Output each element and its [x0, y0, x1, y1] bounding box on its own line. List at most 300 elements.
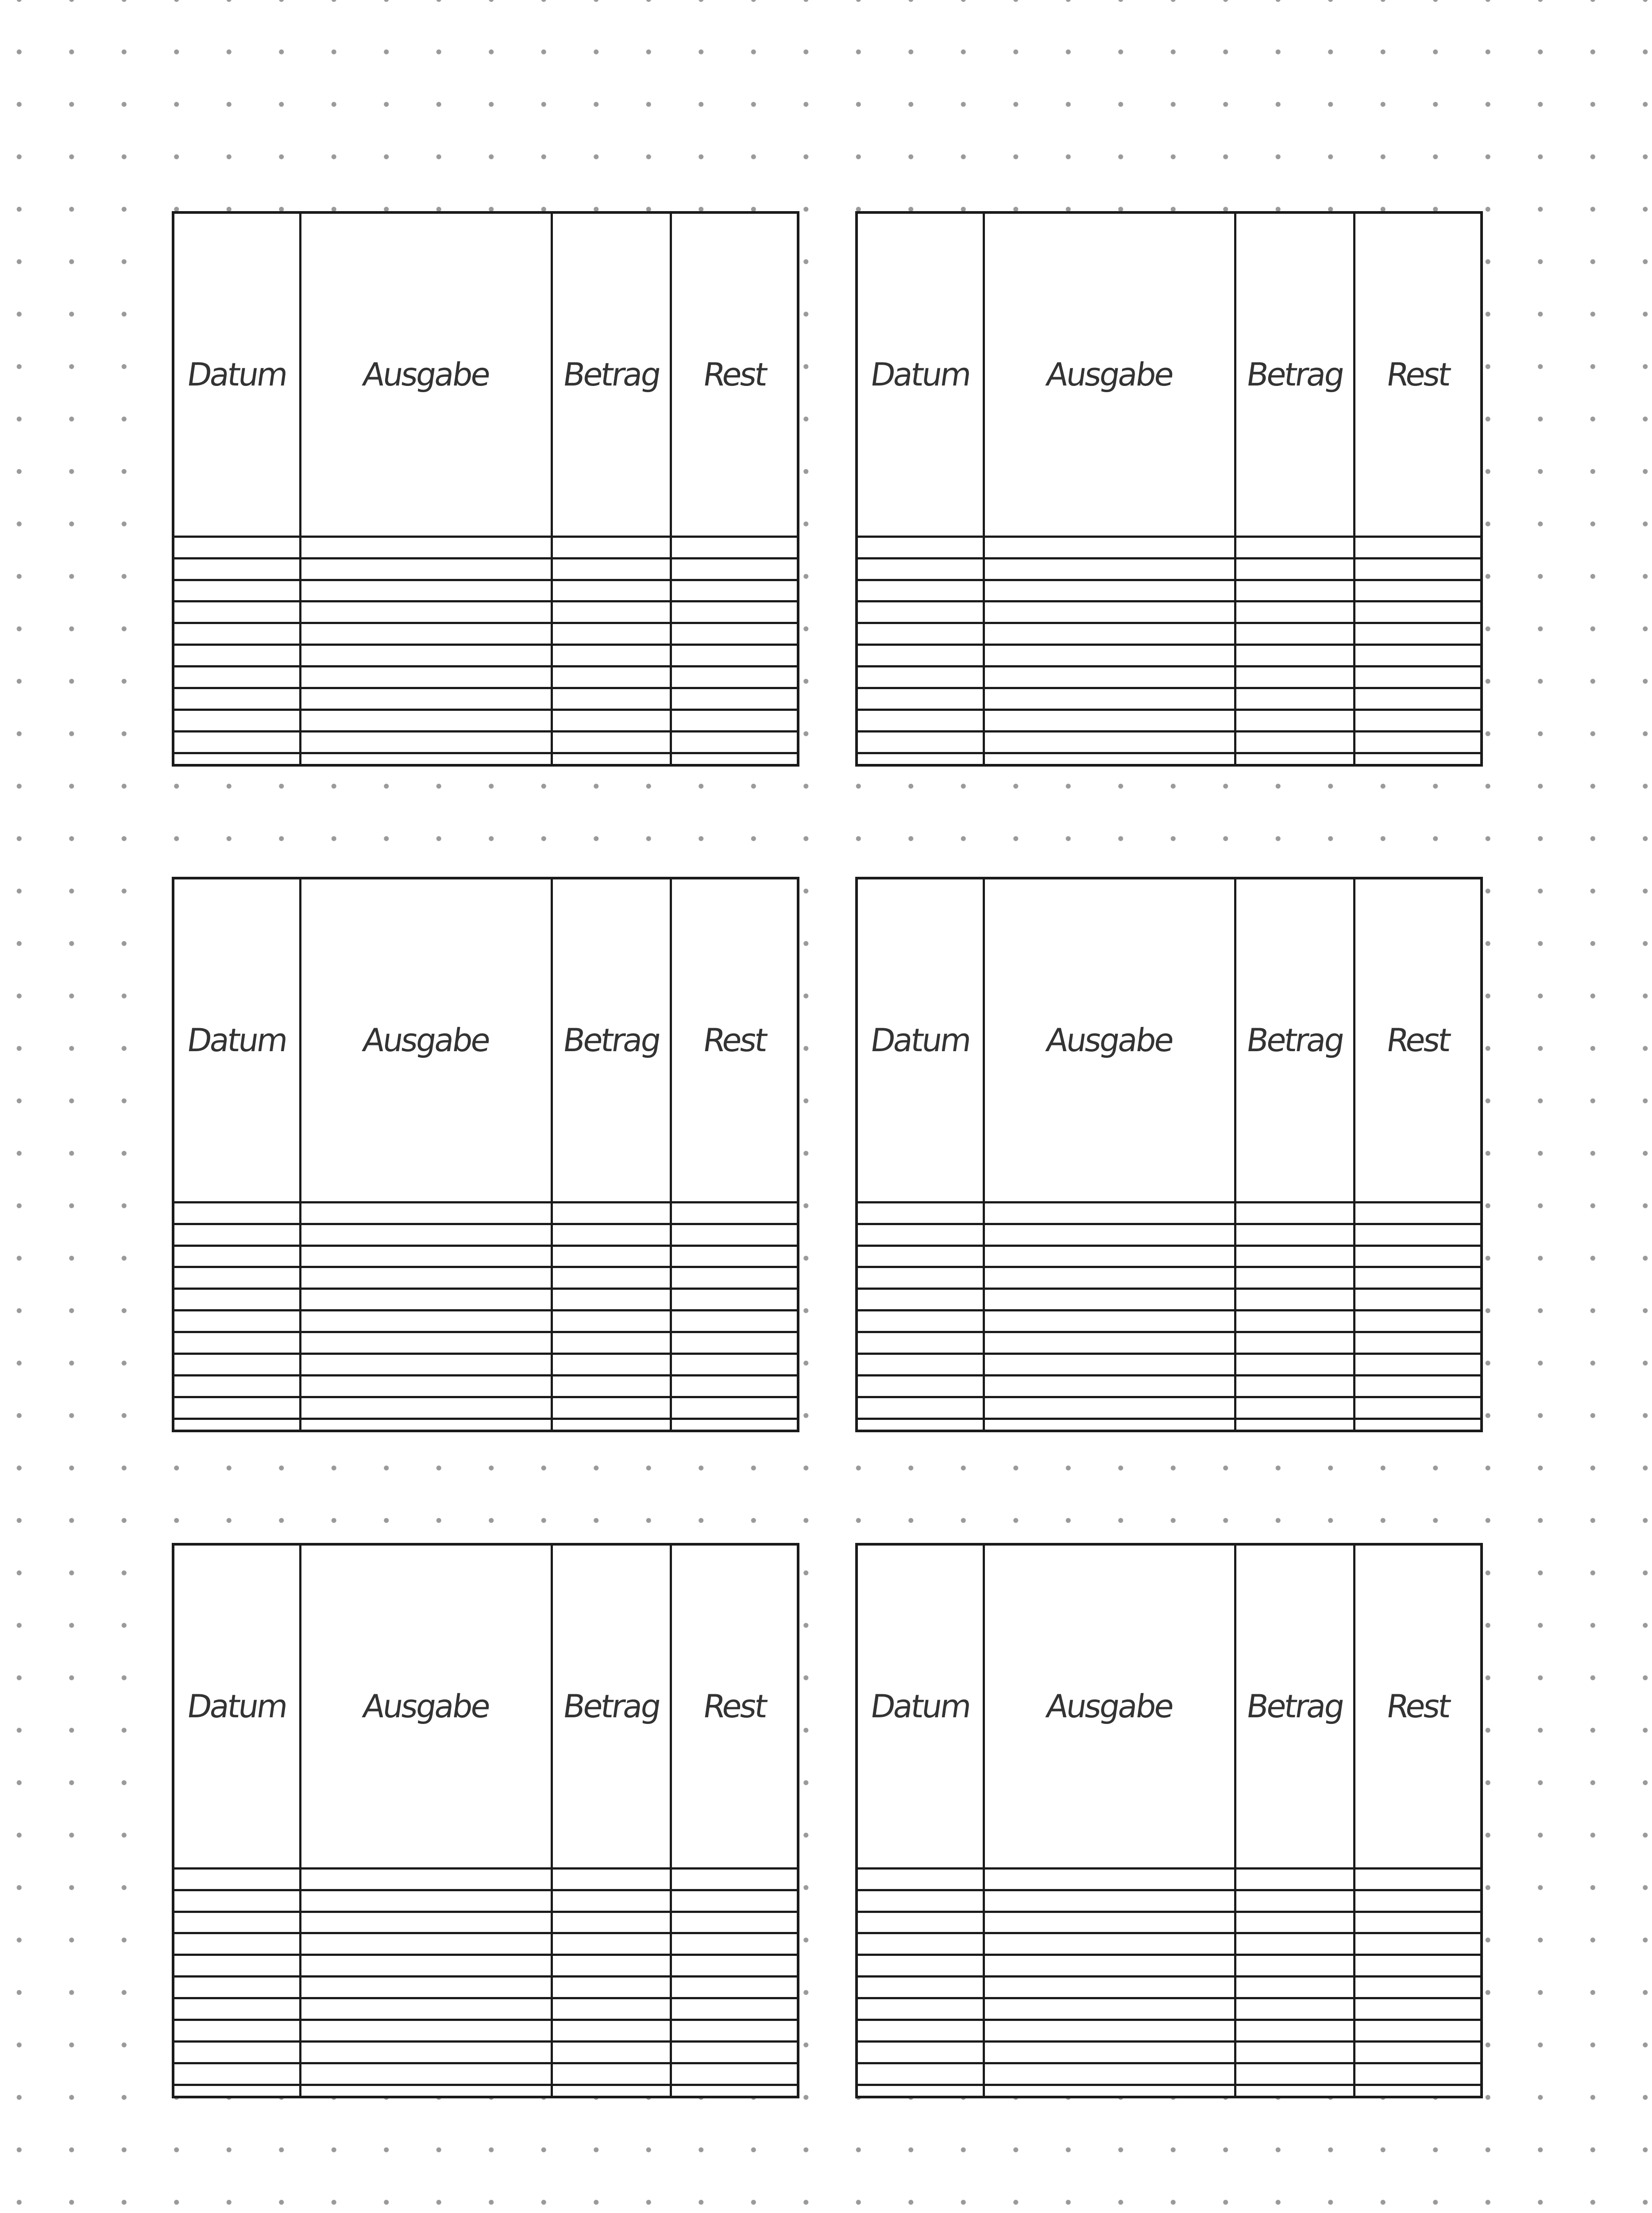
cell-betrag [552, 1890, 671, 1912]
cell-ausgabe [300, 1933, 552, 1955]
ledger-table [858, 879, 1480, 1430]
cell-ausgabe [300, 645, 552, 667]
cell-betrag [1235, 2085, 1355, 2096]
ledger-row [174, 1955, 797, 1977]
cell-ausgabe [984, 1419, 1235, 1430]
cell-betrag [552, 710, 671, 732]
cell-datum [174, 1912, 300, 1933]
header-row [858, 1546, 1480, 1868]
ledger-table [858, 1546, 1480, 2096]
cell-betrag [552, 688, 671, 710]
cell-ausgabe [984, 1912, 1235, 1933]
ledger-row [174, 2042, 797, 2063]
cell-datum [858, 645, 984, 667]
ledger-row [858, 710, 1480, 732]
cell-rest [671, 645, 797, 667]
cell-datum [858, 1267, 984, 1289]
cell-betrag [552, 623, 671, 645]
cell-rest [1355, 558, 1480, 580]
cell-betrag [552, 536, 671, 558]
ledger-row [858, 1955, 1480, 1977]
ledger-row [174, 1933, 797, 1955]
cell-betrag [552, 2063, 671, 2085]
ledger-row [858, 601, 1480, 623]
cell-ausgabe [984, 753, 1235, 764]
ledger-row [858, 2042, 1480, 2063]
cell-datum [858, 1955, 984, 1977]
cell-rest [671, 558, 797, 580]
cell-rest [671, 2042, 797, 2063]
cell-ausgabe [300, 2063, 552, 2085]
cell-datum [174, 667, 300, 688]
cell-ausgabe [984, 601, 1235, 623]
header-row [174, 1546, 797, 1868]
cell-ausgabe [984, 710, 1235, 732]
cell-ausgabe [300, 2042, 552, 2063]
header-ausgabe: Ausgabe [278, 1546, 575, 1868]
cell-ausgabe [984, 536, 1235, 558]
cell-ausgabe [300, 1354, 552, 1376]
ledger-row [174, 1977, 797, 1998]
cell-rest [671, 753, 797, 764]
cell-betrag [1235, 558, 1355, 580]
ledger-row [174, 710, 797, 732]
header-betrag: Betrag [1212, 879, 1377, 1202]
cell-rest [671, 1912, 797, 1933]
expense-ledger-5 [172, 1543, 799, 2098]
ledger-row [174, 1376, 797, 1397]
cell-ausgabe [300, 1224, 552, 1245]
cell-ausgabe [984, 2063, 1235, 2085]
cell-betrag [1235, 710, 1355, 732]
cell-betrag [1235, 1332, 1355, 1354]
cell-datum [858, 580, 984, 601]
cell-datum [174, 1202, 300, 1224]
cell-ausgabe [984, 1224, 1235, 1245]
ledger-row [174, 1224, 797, 1245]
cell-ausgabe [984, 1311, 1235, 1332]
cell-rest [1355, 1998, 1480, 2020]
ledger-row [174, 645, 797, 667]
ledger-row [174, 601, 797, 623]
ledger-row [174, 1202, 797, 1224]
cell-betrag [552, 1955, 671, 1977]
ledger-row [174, 1998, 797, 2020]
cell-betrag [552, 753, 671, 764]
ledger-row [858, 1267, 1480, 1289]
ledger-row [174, 1332, 797, 1354]
cell-ausgabe [300, 710, 552, 732]
header-datum: Datum [835, 214, 1006, 536]
cell-betrag [1235, 623, 1355, 645]
cell-datum [858, 753, 984, 764]
expense-ledger-2 [855, 211, 1483, 767]
cell-betrag [1235, 1890, 1355, 1912]
cell-datum [858, 1311, 984, 1332]
cell-rest [671, 1311, 797, 1332]
cell-ausgabe [300, 1202, 552, 1224]
cell-rest [1355, 2020, 1480, 2042]
ledger-row [174, 558, 797, 580]
ledger-row [858, 2085, 1480, 2096]
cell-betrag [1235, 731, 1355, 753]
cell-ausgabe [984, 1955, 1235, 1977]
cell-ausgabe [300, 1977, 552, 1998]
cell-betrag [552, 1397, 671, 1419]
header-row [858, 879, 1480, 1202]
cell-betrag [1235, 1998, 1355, 2020]
cell-rest [1355, 1933, 1480, 1955]
cell-ausgabe [300, 1868, 552, 1890]
ledger-row [174, 623, 797, 645]
cell-betrag [1235, 1397, 1355, 1419]
cell-ausgabe [984, 1977, 1235, 1998]
cell-datum [858, 1376, 984, 1397]
cell-betrag [552, 1332, 671, 1354]
header-row [174, 214, 797, 536]
ledger-body [858, 214, 1480, 764]
header-ausgabe: Ausgabe [278, 214, 575, 536]
cell-ausgabe [984, 1267, 1235, 1289]
cell-datum [858, 2042, 984, 2063]
cell-datum [858, 1933, 984, 1955]
cell-ausgabe [984, 1933, 1235, 1955]
cell-betrag [552, 2085, 671, 2096]
expense-ledger-1 [172, 211, 799, 767]
cell-rest [1355, 1955, 1480, 1977]
cell-ausgabe [300, 688, 552, 710]
cell-rest [1355, 1977, 1480, 1998]
cell-datum [174, 710, 300, 732]
ledger-row [858, 1311, 1480, 1332]
cell-rest [671, 1933, 797, 1955]
cell-rest [1355, 1397, 1480, 1419]
cell-datum [174, 1955, 300, 1977]
cell-rest [671, 1419, 797, 1430]
ledger-body [858, 879, 1480, 1430]
header-betrag: Betrag [1212, 214, 1377, 536]
cell-betrag [552, 1267, 671, 1289]
cell-betrag [1235, 2063, 1355, 2085]
cell-datum [174, 1245, 300, 1267]
cell-datum [858, 1332, 984, 1354]
ledger-row [174, 2063, 797, 2085]
ledger-row [858, 645, 1480, 667]
cell-rest [1355, 601, 1480, 623]
header-betrag: Betrag [1212, 1546, 1377, 1868]
cell-betrag [1235, 1224, 1355, 1245]
header-rest: Rest [1332, 1546, 1503, 1868]
cell-ausgabe [300, 2085, 552, 2096]
cell-ausgabe [300, 1245, 552, 1267]
cell-ausgabe [984, 667, 1235, 688]
ledger-row [174, 1912, 797, 1933]
cell-ausgabe [984, 580, 1235, 601]
ledger-row [858, 2063, 1480, 2085]
cell-ausgabe [984, 1245, 1235, 1267]
cell-rest [1355, 1912, 1480, 1933]
cell-betrag [1235, 645, 1355, 667]
ledger-row [174, 1245, 797, 1267]
cell-rest [1355, 688, 1480, 710]
cell-ausgabe [300, 601, 552, 623]
cell-ausgabe [300, 623, 552, 645]
header-rest: Rest [648, 879, 820, 1202]
ledger-body [174, 214, 797, 764]
cell-betrag [552, 1224, 671, 1245]
cell-datum [174, 1332, 300, 1354]
cell-betrag [1235, 536, 1355, 558]
cell-rest [1355, 645, 1480, 667]
cell-ausgabe [300, 536, 552, 558]
cell-rest [671, 1332, 797, 1354]
cell-ausgabe [984, 1998, 1235, 2020]
cell-datum [174, 558, 300, 580]
cell-datum [858, 1977, 984, 1998]
ledger-row [858, 1977, 1480, 1998]
cell-ausgabe [300, 1289, 552, 1311]
cell-rest [671, 1224, 797, 1245]
ledger-row [858, 1419, 1480, 1430]
cell-rest [1355, 710, 1480, 732]
ledger-row [174, 667, 797, 688]
ledger-row [858, 1890, 1480, 1912]
cell-rest [1355, 1868, 1480, 1890]
cell-betrag [552, 558, 671, 580]
ledger-row [858, 1376, 1480, 1397]
cell-rest [1355, 1311, 1480, 1332]
cell-ausgabe [300, 558, 552, 580]
cell-betrag [1235, 1245, 1355, 1267]
cell-datum [858, 1289, 984, 1311]
ledger-row [174, 1419, 797, 1430]
cell-rest [1355, 731, 1480, 753]
cell-rest [671, 536, 797, 558]
cell-rest [671, 1245, 797, 1267]
cell-datum [174, 2085, 300, 2096]
cell-datum [174, 1998, 300, 2020]
header-datum: Datum [152, 879, 323, 1202]
cell-ausgabe [300, 1912, 552, 1933]
cell-ausgabe [984, 645, 1235, 667]
cell-rest [1355, 1202, 1480, 1224]
cell-ausgabe [300, 753, 552, 764]
cell-betrag [1235, 1376, 1355, 1397]
cell-betrag [552, 1311, 671, 1332]
cell-rest [1355, 1245, 1480, 1267]
cell-rest [1355, 1376, 1480, 1397]
cell-betrag [552, 1202, 671, 1224]
ledger-row [858, 1245, 1480, 1267]
cell-betrag [1235, 1912, 1355, 1933]
cell-ausgabe [300, 667, 552, 688]
ledger-row [858, 1202, 1480, 1224]
cell-betrag [552, 1419, 671, 1430]
header-ausgabe: Ausgabe [961, 879, 1258, 1202]
cell-rest [671, 710, 797, 732]
cell-rest [1355, 1224, 1480, 1245]
cell-rest [671, 688, 797, 710]
cell-betrag [1235, 580, 1355, 601]
header-rest: Rest [1332, 879, 1503, 1202]
cell-rest [671, 1955, 797, 1977]
cell-datum [858, 1419, 984, 1430]
cell-datum [174, 1289, 300, 1311]
ledger-row [174, 580, 797, 601]
ledger-row [858, 731, 1480, 753]
ledger-row [858, 1933, 1480, 1955]
cell-datum [174, 1354, 300, 1376]
ledger-row [174, 1289, 797, 1311]
cell-rest [671, 731, 797, 753]
cell-betrag [552, 1376, 671, 1397]
cell-datum [174, 1397, 300, 1419]
cell-datum [174, 536, 300, 558]
cell-betrag [1235, 1419, 1355, 1430]
cell-betrag [1235, 1267, 1355, 1289]
cell-rest [671, 1354, 797, 1376]
ledger-row [174, 2020, 797, 2042]
header-datum: Datum [835, 1546, 1006, 1868]
cell-rest [1355, 667, 1480, 688]
cell-rest [671, 1289, 797, 1311]
header-betrag: Betrag [529, 214, 694, 536]
cell-ausgabe [984, 2085, 1235, 2096]
cell-rest [1355, 1332, 1480, 1354]
cell-datum [174, 1933, 300, 1955]
ledger-body [858, 1546, 1480, 2096]
cell-betrag [1235, 601, 1355, 623]
ledger-row [858, 1332, 1480, 1354]
cell-betrag [552, 1245, 671, 1267]
cell-datum [174, 1224, 300, 1245]
cell-ausgabe [984, 688, 1235, 710]
cell-ausgabe [300, 580, 552, 601]
cell-datum [858, 1245, 984, 1267]
ledger-table [174, 214, 797, 764]
ledger-row [858, 580, 1480, 601]
cell-datum [858, 2063, 984, 2085]
cell-rest [671, 2085, 797, 2096]
cell-rest [671, 1977, 797, 1998]
cell-ausgabe [984, 1332, 1235, 1354]
cell-rest [1355, 623, 1480, 645]
ledger-row [858, 1224, 1480, 1245]
cell-betrag [552, 580, 671, 601]
header-ausgabe: Ausgabe [961, 1546, 1258, 1868]
ledger-body [174, 1546, 797, 2096]
ledger-row [858, 1354, 1480, 1376]
ledger-body [174, 879, 797, 1430]
cell-rest [671, 1397, 797, 1419]
cell-datum [858, 623, 984, 645]
cell-datum [858, 1354, 984, 1376]
cell-datum [174, 1376, 300, 1397]
cell-betrag [1235, 753, 1355, 764]
cell-betrag [1235, 1977, 1355, 1998]
cell-datum [174, 1977, 300, 1998]
ledger-row [858, 1912, 1480, 1933]
ledger-row [174, 1890, 797, 1912]
cell-rest [1355, 1289, 1480, 1311]
ledger-row [858, 1998, 1480, 2020]
header-ausgabe: Ausgabe [961, 214, 1258, 536]
expense-ledger-6 [855, 1543, 1483, 2098]
cell-betrag [552, 2020, 671, 2042]
cell-datum [858, 1868, 984, 1890]
cell-datum [174, 2020, 300, 2042]
ledger-row [174, 2085, 797, 2096]
cell-ausgabe [984, 2020, 1235, 2042]
cell-datum [858, 1202, 984, 1224]
cell-datum [858, 1998, 984, 2020]
ledger-row [858, 1868, 1480, 1890]
ledger-row [858, 688, 1480, 710]
cell-rest [1355, 1354, 1480, 1376]
cell-ausgabe [984, 731, 1235, 753]
ledger-table [174, 1546, 797, 2096]
cell-ausgabe [300, 1267, 552, 1289]
cell-ausgabe [984, 1868, 1235, 1890]
expense-ledger-4 [855, 877, 1483, 1432]
header-row [858, 214, 1480, 536]
ledger-table [858, 214, 1480, 764]
ledger-row [858, 558, 1480, 580]
cell-datum [174, 645, 300, 667]
header-datum: Datum [152, 214, 323, 536]
cell-betrag [1235, 2020, 1355, 2042]
cell-betrag [552, 731, 671, 753]
ledger-row [174, 688, 797, 710]
cell-betrag [552, 1977, 671, 1998]
cell-rest [1355, 1890, 1480, 1912]
cell-rest [671, 1267, 797, 1289]
cell-datum [174, 753, 300, 764]
cell-betrag [552, 1912, 671, 1933]
cell-betrag [552, 667, 671, 688]
cell-datum [858, 688, 984, 710]
cell-rest [671, 1202, 797, 1224]
cell-datum [174, 1419, 300, 1430]
cell-rest [671, 667, 797, 688]
cell-betrag [1235, 2042, 1355, 2063]
cell-rest [671, 2063, 797, 2085]
ledger-row [174, 753, 797, 764]
ledger-table [174, 879, 797, 1430]
cell-ausgabe [984, 623, 1235, 645]
cell-rest [671, 623, 797, 645]
cell-ausgabe [300, 1419, 552, 1430]
cell-betrag [552, 1998, 671, 2020]
header-betrag: Betrag [529, 1546, 694, 1868]
cell-datum [858, 731, 984, 753]
cell-betrag [552, 1354, 671, 1376]
cell-betrag [1235, 1868, 1355, 1890]
cell-datum [174, 731, 300, 753]
cell-rest [671, 2020, 797, 2042]
cell-ausgabe [300, 1332, 552, 1354]
header-rest: Rest [648, 214, 820, 536]
cell-betrag [1235, 1955, 1355, 1977]
cell-datum [174, 580, 300, 601]
cell-ausgabe [300, 2020, 552, 2042]
cell-betrag [1235, 1311, 1355, 1332]
ledger-row [858, 753, 1480, 764]
cell-betrag [1235, 667, 1355, 688]
cell-ausgabe [984, 1376, 1235, 1397]
cell-ausgabe [300, 1955, 552, 1977]
cell-datum [858, 558, 984, 580]
